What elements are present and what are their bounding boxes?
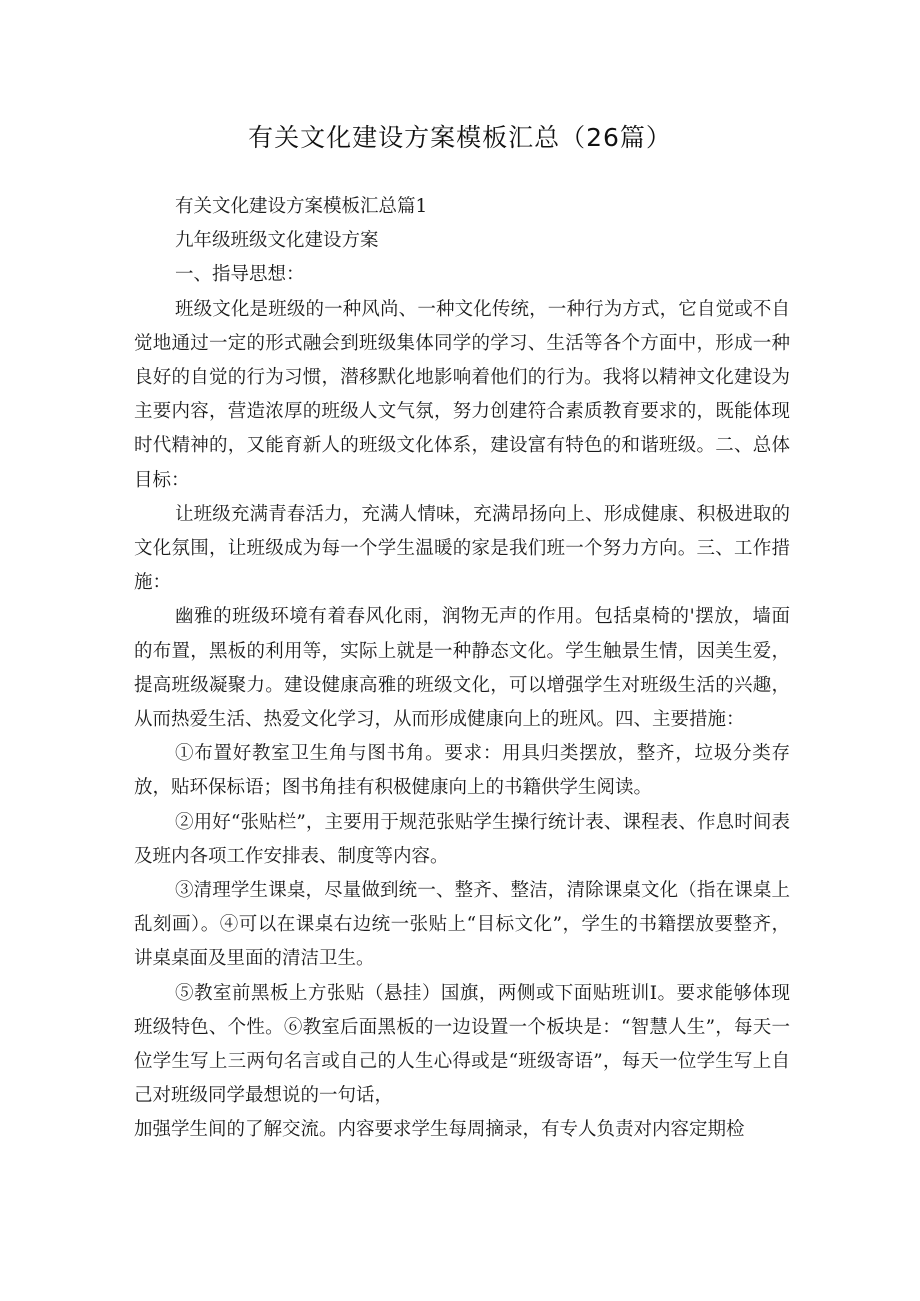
document-body bbox=[134, 190, 790, 1148]
list-item-3: ③清理学生课桌，尽量做到统一、整齐、整洁，清除课桌文化（指在课桌上乱刻画）。④可以在课桌右边统一张贴上“目标文化”，学生的书籍摆放要整齐，讲桌桌面及里面的清洁卫生。 bbox=[134, 880, 790, 970]
list-item-5: ⑤教室前黑板上方张贴（悬挂）国旗，两侧或下面贴班训I。要求能够体现班级特色、个性。⑥教室后面黑板的一边设置一个板块是：“智慧人生”，每天一位学生写上三两句名言或自己的人生心得或是“班级寄语”，每天一位学生写上自己对班级同学最想说的一句话， bbox=[134, 982, 790, 1107]
section-guiding-ideology: 一、指导思想： bbox=[175, 264, 305, 286]
paragraph-environment: 幽雅的班级环境有着春风化雨，润物无声的作用。包括桌椅的'摆放，墙面的布置，黑板的利用等，实际上就是一种静态文化。学生触景生情，因美生爱，提高班级凝聚力。建设健康高雅的班级文化，可以增强学生对班级生活的兴趣，从而热爱生活、热爱文化学习，从而形成健康向上的班风。四、主要措施： bbox=[134, 606, 790, 731]
list-item-1: ①布置好教室卫生角与图书角。要求：用具归类摆放，整齐，垃圾分类存放，贴环保标语；图书角挂有积极健康向上的书籍供学生阅读。 bbox=[134, 743, 790, 799]
document-title: 有关文化建设方案模板汇总（26篇） bbox=[248, 123, 672, 152]
paragraph-class-culture: 班级文化是班级的一种风尚、一种文化传统，一种行为方式，它自觉或不自觉地通过一定的形式融会到班级集体同学的学习、生活等各个方面中，形成一种良好的自觉的行为习惯，潜移默化地影响着他们的行为。我将以精神文化建设为主要内容，营造浓厚的班级人文气氛，努力创建符合素质教育要求的，既能体现时代精神的，又能育新人的班级文化体系，建设富有特色的和谐班级。二、总体目标： bbox=[134, 298, 790, 491]
list-item-2: ②用好“张贴栏”，主要用于规范张贴学生操行统计表、课程表、作息时间表及班内各项工作安排表、制度等内容。 bbox=[134, 811, 790, 867]
paragraph-continuation: 加强学生间的了解交流。内容要求学生每周摘录，有专人负责对内容定期检 bbox=[134, 1119, 745, 1141]
plan-title: 九年级班级文化建设方案 bbox=[175, 230, 379, 252]
section-heading: 有关文化建设方案模板汇总篇1 bbox=[175, 196, 428, 217]
paragraph-overall-goal: 让班级充满青春活力，充满人情味，充满昂扬向上、形成健康、积极进取的文化氛围，让班级成为每一个学生温暖的家是我们班一个努力方向。三、工作措施： bbox=[134, 503, 790, 594]
